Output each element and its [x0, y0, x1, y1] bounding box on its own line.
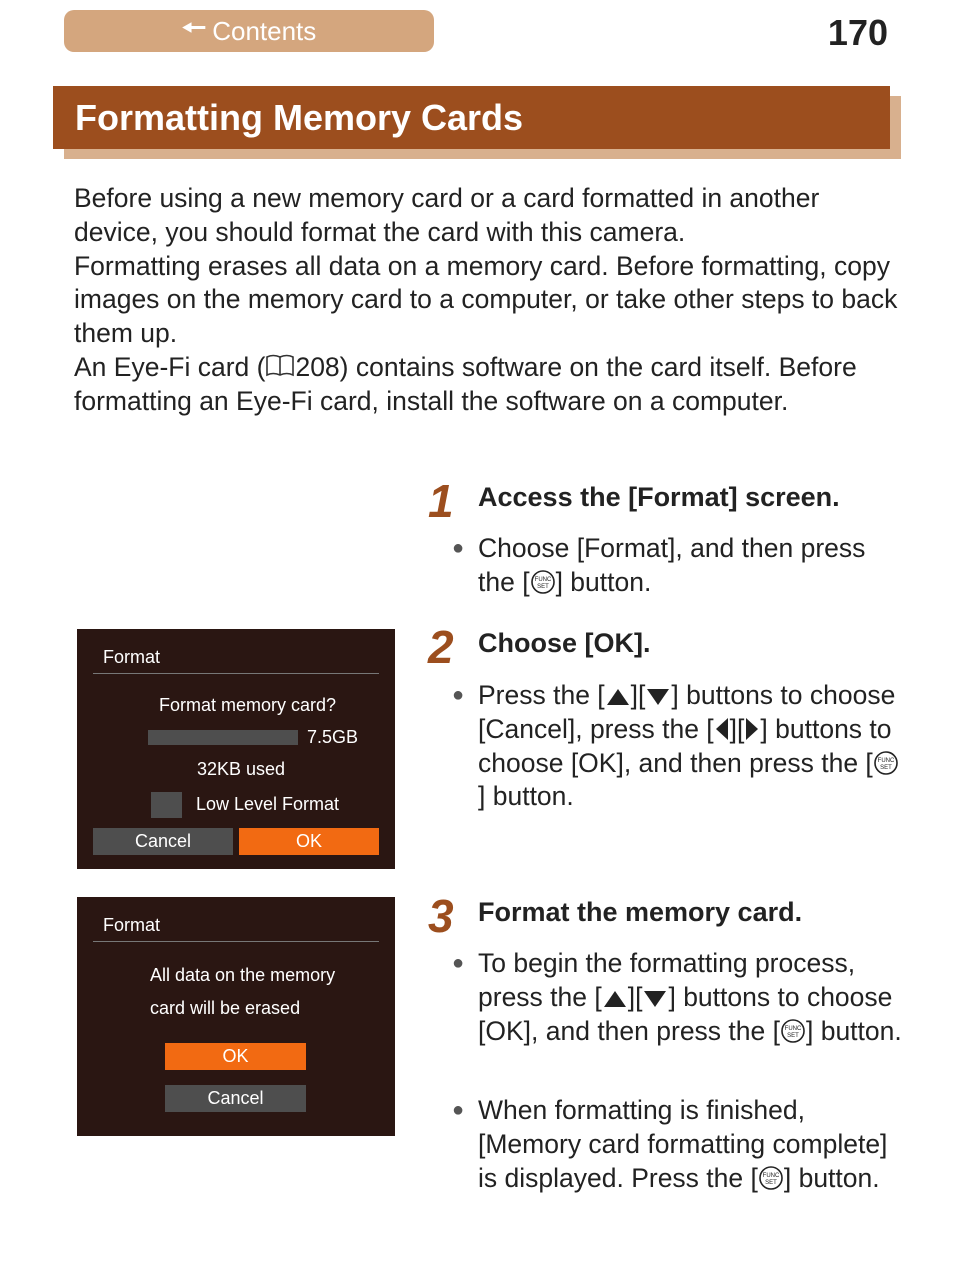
- down-arrow-icon: [642, 988, 668, 1010]
- page-title: Formatting Memory Cards: [75, 96, 524, 138]
- step-3-bullet-2: ● When formatting is finished, [Memory card formatting complete] is displayed. Press the [ FUNC SET ] button.: [452, 1095, 888, 1193]
- ok-button[interactable]: OK: [239, 828, 379, 855]
- step-title: Format the memory card.: [478, 897, 803, 927]
- svg-text:SET: SET: [536, 583, 549, 590]
- erase-message-line-2: card will be erased: [150, 998, 301, 1018]
- capacity-bar: [148, 730, 298, 745]
- step-number: 1: [428, 475, 454, 527]
- header-divider: [93, 941, 379, 942]
- func-set-icon: [530, 569, 556, 595]
- contents-button[interactable]: [64, 10, 434, 52]
- intro-paragraph-1: Before using a new memory card or a card formatted in another device, you should format the card with this camera.: [74, 183, 820, 247]
- bullet-icon: ●: [452, 952, 465, 974]
- step-title: Access the [Format] screen.: [478, 482, 840, 512]
- right-arrow-icon: [744, 716, 760, 742]
- page-number: 170: [827, 12, 888, 53]
- page-ref-link[interactable]: 208: [295, 351, 340, 382]
- format-screen-2: [77, 897, 395, 1136]
- down-arrow-icon: [645, 686, 671, 708]
- bullet-icon: ●: [452, 1099, 465, 1121]
- capacity-label: 7.5GB: [307, 727, 359, 747]
- ok-button[interactable]: OK: [165, 1043, 306, 1070]
- bullet-icon: ●: [452, 684, 465, 706]
- func-set-icon: [758, 1165, 784, 1191]
- low-level-label: Low Level Format: [196, 794, 340, 814]
- book-icon: [265, 353, 295, 379]
- svg-text:FUNC: FUNC: [877, 757, 895, 764]
- erase-message-line-1: All data on the memory: [150, 965, 336, 985]
- intro-paragraph-3: An Eye-Fi card ( 208) contains software on the card itself. Before formatting an Eye-Fi card, install the software on a computer.: [74, 351, 857, 416]
- low-level-checkbox[interactable]: [151, 792, 182, 818]
- step-title: Choose [OK].: [478, 628, 651, 658]
- header-divider: [93, 673, 379, 674]
- func-set-icon: [780, 1018, 806, 1044]
- format-question: Format memory card?: [159, 695, 337, 715]
- cancel-button[interactable]: Cancel: [165, 1085, 306, 1112]
- step-3-bullet-1: ● To begin the formatting process, press the [ ][ ] buttons to choose [OK], and then press the [ FUNC SET ] button.: [452, 948, 902, 1046]
- cancel-button[interactable]: Cancel: [93, 828, 233, 855]
- svg-text:FUNC: FUNC: [784, 1025, 802, 1032]
- intro-paragraph-2: Formatting erases all data on a memory card. Before formatting, copy images on the memory card to a computer, or take other steps to back them up.: [74, 250, 898, 349]
- up-arrow-icon: [605, 686, 631, 708]
- left-arrow-icon: [714, 716, 730, 742]
- bullet-icon: ●: [452, 537, 465, 559]
- screen-header: Format: [103, 915, 161, 935]
- intro-text: [74, 182, 904, 419]
- step-1-bullet-1: ● Choose [Format], and then press the [ FUNC SET ] button.: [452, 533, 866, 597]
- contents-label: Contents: [212, 15, 317, 46]
- step-2-bullet-1: ● Press the [ ][ ] buttons to choose [Cancel], press the [ ][ ] buttons to choose [OK], and then press the [ FUNC SET ] button.: [452, 679, 904, 814]
- format-screen-1: [77, 629, 395, 869]
- svg-text:FUNC: FUNC: [762, 1172, 780, 1179]
- svg-text:SET: SET: [879, 764, 892, 771]
- svg-text:FUNC: FUNC: [534, 576, 551, 583]
- step-number: 3: [428, 890, 454, 942]
- up-arrow-icon: [602, 988, 628, 1010]
- used-label: 32KB used: [197, 759, 286, 779]
- step-number: 2: [428, 621, 454, 673]
- title-bar: [53, 86, 890, 149]
- arrow-left-icon: 🠔: [181, 12, 207, 43]
- func-set-icon: [873, 750, 899, 776]
- screen-header: Format: [103, 647, 161, 667]
- svg-text:SET: SET: [787, 1032, 799, 1039]
- svg-text:SET: SET: [765, 1179, 777, 1186]
